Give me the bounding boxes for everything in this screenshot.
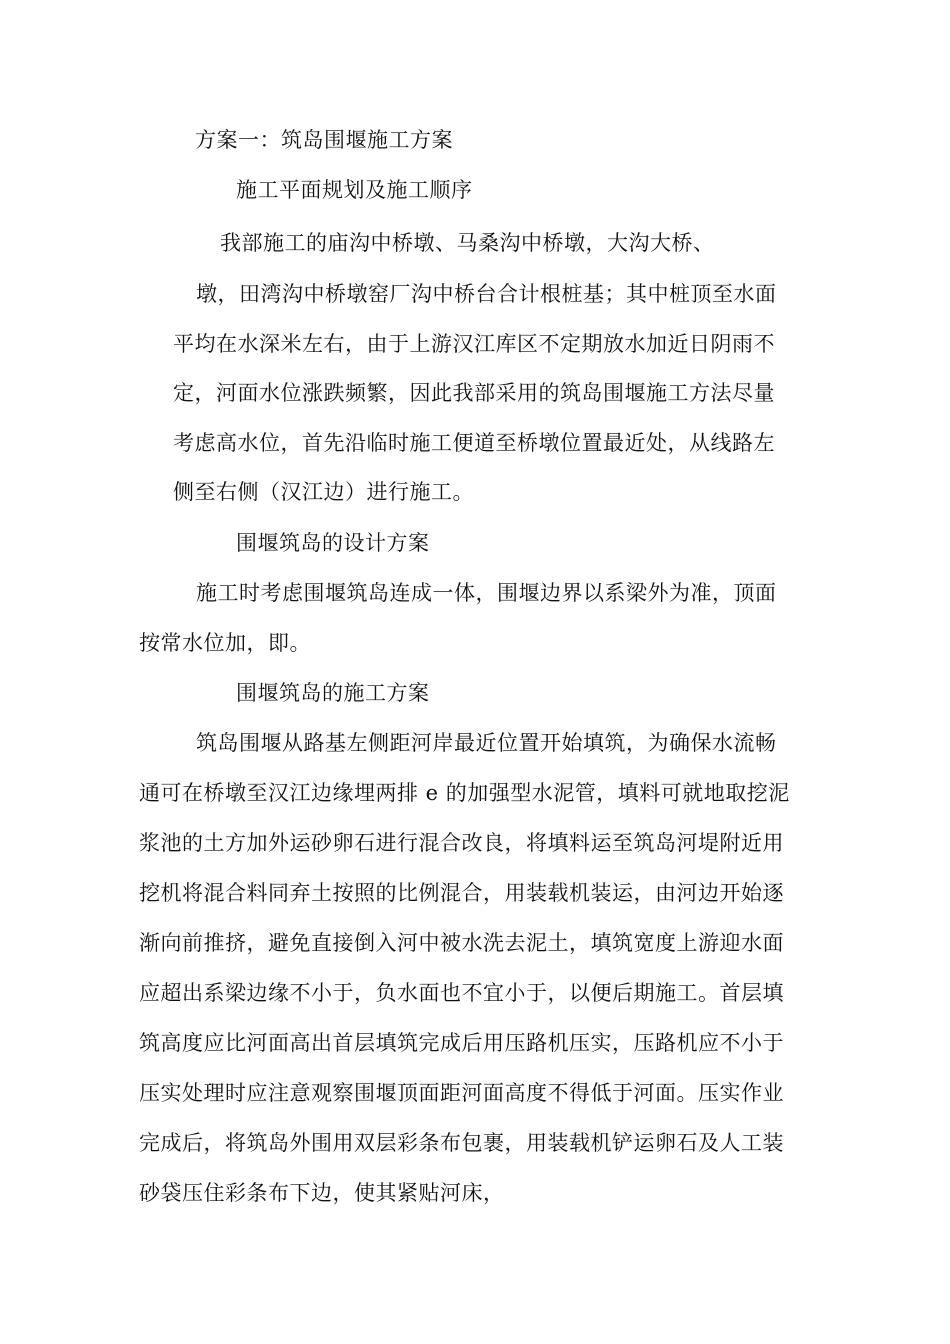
paragraph-line: 筑高度应比河面高出首层填筑完成后用压路机压实，压路机应不小于 xyxy=(139,1031,784,1055)
paragraph-line: 筑岛围堰从路基左侧距河岸最近位置开始填筑，为确保水流畅 xyxy=(196,731,777,755)
paragraph-line: 通可在桥墩至汉江边缘埋两排 e 的加强型水泥管，填料可就地取挖泥 xyxy=(139,781,790,805)
paragraph-line: 按常水位加，即。 xyxy=(139,631,311,655)
paragraph-line: 浆池的土方加外运砂卵石进行混合改良，将填料运至筑岛河堤附近用 xyxy=(139,831,784,855)
paragraph-line: 定，河面水位涨跌频繁，因此我部采用的筑岛围堰施工方法尽量 xyxy=(173,381,775,405)
paragraph-line: 考虑高水位，首先沿临时施工便道至桥墩位置最近处，从线路左 xyxy=(173,431,775,455)
paragraph-line: 墩，田湾沟中桥墩窑厂沟中桥台合计根桩基；其中桩顶至水面 xyxy=(196,282,777,306)
paragraph-line: 应超出系梁边缘不小于，负水面也不宜小于，以便后期施工。首层填 xyxy=(139,981,784,1005)
paragraph-line: 砂袋压住彩条布下边，使其紧贴河床， xyxy=(139,1181,505,1205)
section-heading-construction-plan: 施工平面规划及施工顺序 xyxy=(236,178,473,202)
section-heading-construction-method: 围堰筑岛的施工方案 xyxy=(236,681,430,705)
paragraph-line: 挖机将混合料同弃土按照的比例混合，用装载机装运，由河边开始逐 xyxy=(139,881,784,905)
paragraph-line: 施工时考虑围堰筑岛连成一体，围堰边界以系梁外为准，顶面 xyxy=(196,581,777,605)
paragraph-line: 我部施工的庙沟中桥墩、马桑沟中桥墩，大沟大桥、 xyxy=(220,231,715,255)
section-heading-design-plan: 围堰筑岛的设计方案 xyxy=(236,531,430,555)
document-title: 方案一：筑岛围堰施工方案 xyxy=(195,128,453,152)
paragraph-line: 平均在水深米左右，由于上游汉江库区不定期放水加近日阴雨不 xyxy=(173,332,775,356)
paragraph-line: 完成后，将筑岛外围用双层彩条布包裹，用装载机铲运卵石及人工装 xyxy=(139,1131,784,1155)
paragraph-line: 侧至右侧（汉江边）进行施工。 xyxy=(173,480,474,504)
paragraph-line: 压实处理时应注意观察围堰顶面距河面高度不得低于河面。压实作业 xyxy=(139,1081,784,1105)
paragraph-line: 渐向前推挤，避免直接倒入河中被水洗去泥土，填筑宽度上游迎水面 xyxy=(139,931,784,955)
